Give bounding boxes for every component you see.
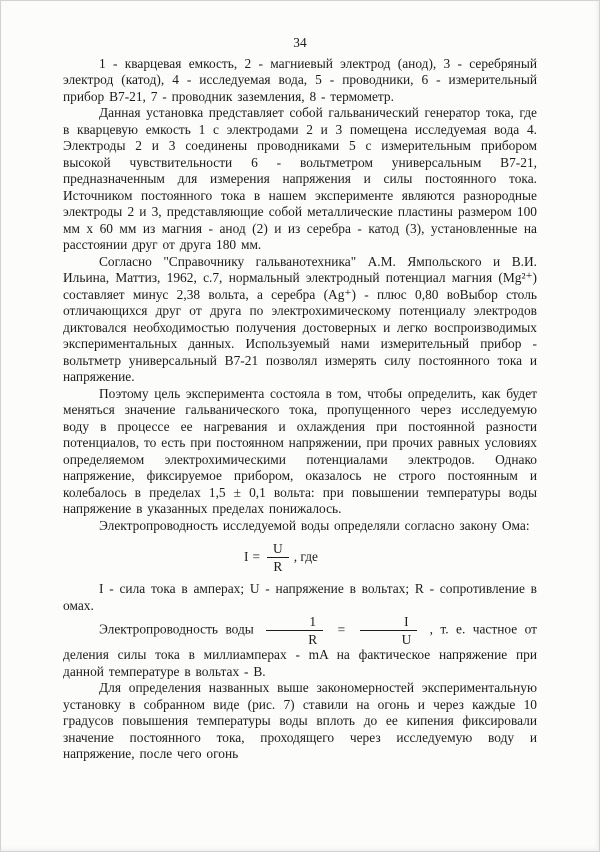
- paragraph-goal: Поэтому цель эксперимента состояла в том, чтобы определить, как будет меняться значение гальванического тока, пропущенного через исследуемую воду в процессе ее нагревания и охлаждения при постоянной разности потенциалов, то есть при постоянном напряжении, при прочих равных условиях определяемом электрохимическими потенциалами электродов. Однако напряжение, фиксируемое прибором, оказалось не строго постоянным и колебалось в пределах 1,5 ± 0,1 вольта: при повышении температуры воды напряжение в указанных пределах понижалось.: [63, 385, 537, 516]
- paragraph-units: I - сила тока в амперах; U - напряжение в вольтах; R - сопротивление в омах.: [63, 581, 537, 613]
- page-number: 34: [293, 35, 307, 50]
- fraction-denominator: U: [401, 632, 412, 647]
- fraction-denominator: R: [308, 632, 318, 647]
- formula-equals-sign: =: [252, 549, 261, 565]
- ohm-law-formula: [63, 541, 497, 574]
- formula-lhs: I: [244, 549, 249, 565]
- figure-caption: 1 - кварцевая емкость, 2 - магниевый электрод (анод), 3 - серебряный электрод (катод), 4 - исследуемая вода, 5 - проводники, 6 - измерительный прибор В7-21, 7 - проводник заземления, 8 - термометр.: [63, 55, 537, 104]
- fraction-u-over-r: [267, 541, 289, 574]
- paragraph-method: Для определения названных выше закономерностей экспериментальную установку в собранном виде (рис. 7) ставили на огонь и через каждые 10 градусов повышения температуры воды вплоть до ее кипения фиксировали значение постоянного тока, проходящего через исследуемую воду и напряжение, после чего огонь: [63, 680, 537, 761]
- fraction-numerator: I: [360, 614, 418, 631]
- formula-suffix: , где: [293, 549, 318, 565]
- fraction-numerator: 1: [266, 614, 323, 631]
- fraction-numerator: U: [267, 541, 289, 558]
- paragraph-reference: Согласно "Справочнику гальванотехника" А.М. Ямпольского и В.И. Ильина, Маттиз, 1962, с.7, нормальный электродный потенциал магния (Mg²⁺) составляет минус 2,38 вольта, а серебра (Ag⁺) - плюс 0,80 воВыбор столь отличающихся друг от друга по электрохимическому потенциалу электродов диктовался необходимостью получения достоверных и легко воспроизводимых экспериментальных данных. Используемый нами измерительный прибор - вольтметр универсальный В7-21 позволял измерять силу постоянного тока и напряжение.: [63, 253, 537, 384]
- conductivity-text-suffix: , т. е. частное от деления силы тока в миллиамперах - mA на фактическое напряжение при данной температуре в вольтах - В.: [63, 621, 537, 679]
- paragraph-ohm-intro: Электропроводность исследуемой воды определяли согласно закону Ома:: [99, 517, 530, 533]
- fraction-i-over-u: [360, 614, 418, 647]
- conductivity-text-prefix: Электропроводность воды: [99, 621, 254, 637]
- paragraph-conductivity: [63, 614, 537, 680]
- fraction-one-over-r: [266, 614, 323, 647]
- fraction-denominator: R: [273, 559, 283, 574]
- conductivity-equals-sign: =: [337, 621, 346, 637]
- paragraph-setup: Данная установка представляет собой гальванический генератор тока, где в кварцевую емкость 1 с электродами 2 и 3 помещена исследуемая вода 4. Электроды 2 и 3 соединены проводниками 5 с измерительным прибором высокой чувствительности 6 - вольтметром универсальным В7-21, предназначенным для измерения напряжения и силы постоянного тока. Источником постоянного тока в нашем эксперименте являются разнородные электроды 2 и 3, представляющие собой металлические пластины размером 100 мм х 60 мм из магния - анод (2) и из серебра - катод (3), установленные на расстоянии друг от друга 180 мм.: [63, 105, 537, 252]
